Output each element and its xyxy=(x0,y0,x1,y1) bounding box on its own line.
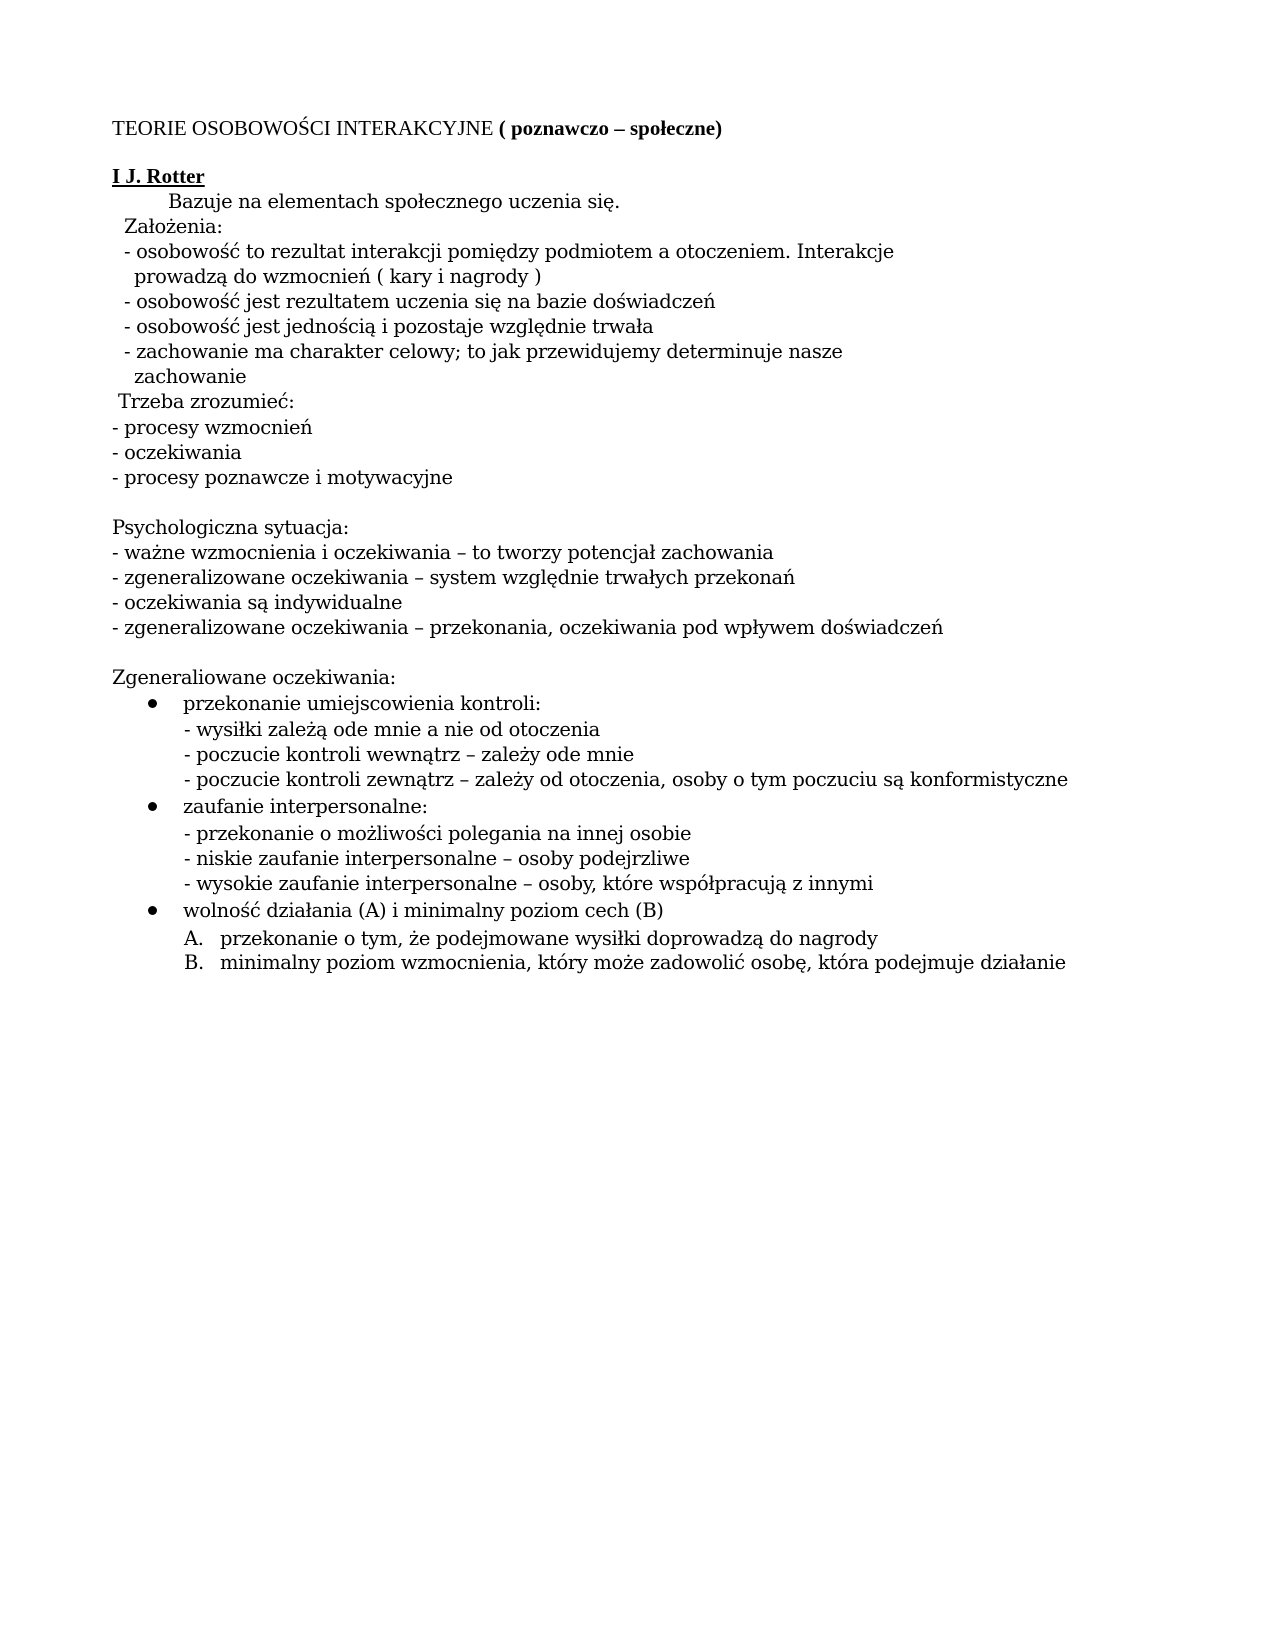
situation-item: - oczekiwania są indywidualne xyxy=(112,591,403,614)
assumption-line: zachowanie xyxy=(134,365,247,388)
section-heading: I J. Rotter xyxy=(112,164,205,188)
understand-item: - procesy poznawcze i motywacyjne xyxy=(112,466,453,489)
understand-item: - oczekiwania xyxy=(112,441,242,464)
assumption-line: - osobowość to rezultat interakcji pomiędzy podmiotem a otoczeniem. Interakcje xyxy=(124,240,895,263)
assumption-line: - zachowanie ma charakter celowy; to jak przewidujemy determinuje nasze xyxy=(124,340,843,363)
bullet-subitem: - poczucie kontroli wewnątrz – zależy ode mnie xyxy=(184,743,634,766)
title-plain: TEORIE OSOBOWOŚCI INTERAKCYJNE xyxy=(112,116,499,140)
situation-item: - zgeneralizowane oczekiwania – przekonania, oczekiwania pod wpływem doświadczeń xyxy=(112,616,944,639)
situation-item: - zgeneralizowane oczekiwania – system względnie trwałych przekonań xyxy=(112,566,795,589)
bullet-icon xyxy=(148,699,157,708)
bullet-subitem: - poczucie kontroli zewnątrz – zależy od otoczenia, osoby o tym poczuciu są konformistyczne xyxy=(184,768,1068,791)
situation-item: - ważne wzmocnienia i oczekiwania – to tworzy potencjał zachowania xyxy=(112,541,774,564)
bullet-subitem: - wysiłki zależą ode mnie a nie od otoczenia xyxy=(184,718,600,741)
assumptions-label: Założenia: xyxy=(124,215,223,238)
bullet-label: zaufanie interpersonalne: xyxy=(183,795,428,818)
lettered-marker: B. xyxy=(184,951,204,974)
bullet-subitem: - niskie zaufanie interpersonalne – osoby podejrzliwe xyxy=(184,847,690,870)
title-bold: ( poznawczo – społeczne) xyxy=(498,116,723,140)
situation-label: Psychologiczna sytuacja: xyxy=(112,516,349,539)
bullet-label: przekonanie umiejscowienia kontroli: xyxy=(183,692,541,715)
assumption-line: prowadzą do wzmocnień ( kary i nagrody ) xyxy=(134,265,542,288)
assumption-line: - osobowość jest jednością i pozostaje względnie trwała xyxy=(124,315,654,338)
lettered-item: minimalny poziom wzmocnienia, który może zadowolić osobę, która podejmuje działanie xyxy=(220,951,1066,974)
lettered-marker: A. xyxy=(184,927,204,950)
generalized-label: Zgeneraliowane oczekiwania: xyxy=(112,666,396,689)
bullet-icon xyxy=(148,802,157,811)
bullet-subitem: - wysokie zaufanie interpersonalne – osoby, które współpracują z innymi xyxy=(184,872,874,895)
bullet-subitem: - przekonanie o możliwości polegania na innej osobie xyxy=(184,822,692,845)
bullet-icon xyxy=(148,906,157,915)
lettered-item: przekonanie o tym, że podejmowane wysiłki doprowadzą do nagrody xyxy=(220,927,878,950)
document-title xyxy=(112,116,722,140)
intro-text: Bazuje na elementach społecznego uczenia się. xyxy=(168,190,620,213)
understand-label: Trzeba zrozumieć: xyxy=(118,390,295,413)
bullet-label: wolność działania (A) i minimalny poziom cech (B) xyxy=(183,899,664,922)
assumption-line: - osobowość jest rezultatem uczenia się na bazie doświadczeń xyxy=(124,290,716,313)
understand-item: - procesy wzmocnień xyxy=(112,416,313,439)
